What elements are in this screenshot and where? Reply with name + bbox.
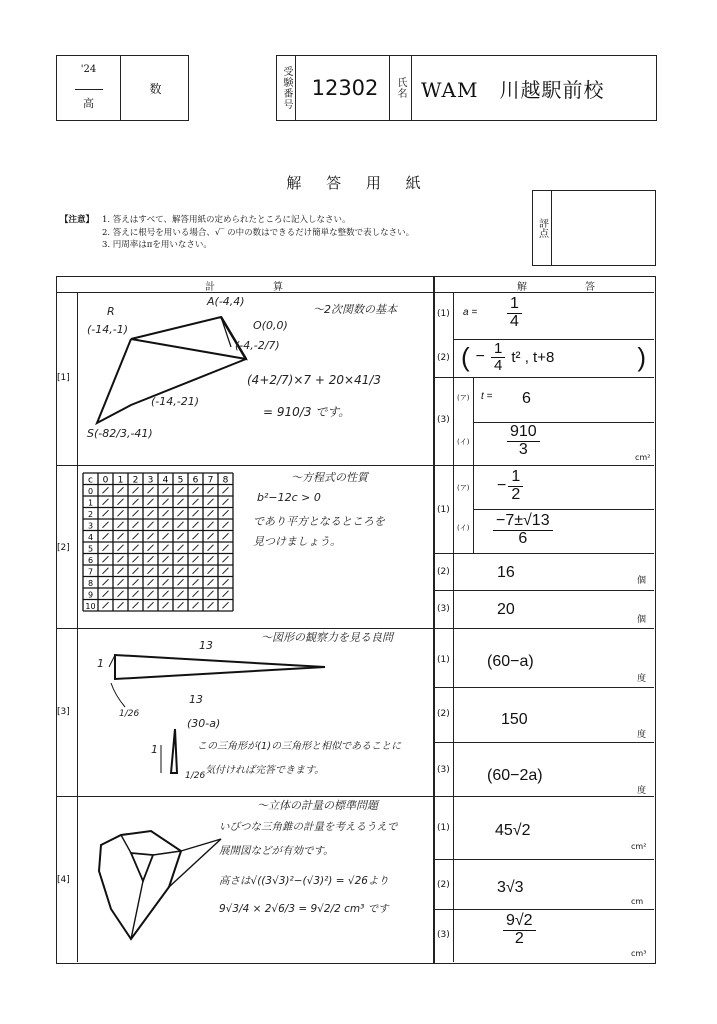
grid-mark	[118, 602, 124, 608]
grid-mark	[118, 499, 124, 505]
grid-mark	[133, 591, 139, 597]
grid-header-label: 3	[147, 475, 154, 486]
grid-mark	[193, 487, 199, 493]
grid-mark	[208, 602, 214, 608]
note-item: 2. 答えに根号を用いる場合、√‾ の中の数はできるだけ簡単な整数で表しなさい。	[102, 227, 415, 238]
q4-hand-text-2: 展開図などが有効です。	[219, 845, 334, 857]
q1-p3b-label: (イ)	[457, 438, 470, 446]
q3-hand-label-1a: 1	[97, 657, 104, 670]
grid-mark	[178, 556, 184, 562]
q1-p2-answer: ( − $\frac{1}{4}$ t² , t+8 )	[461, 340, 647, 374]
grid-mark	[208, 568, 214, 574]
q3-hand-label-13a: 13	[199, 639, 213, 652]
q2-p1b-label: (イ)	[457, 524, 470, 532]
grid-mark	[133, 579, 139, 585]
grid-mark	[103, 533, 109, 539]
grid-mark	[223, 510, 229, 516]
work-column-header: 計 算	[205, 282, 307, 293]
grid-mark	[208, 591, 214, 597]
grid-mark	[118, 510, 124, 516]
grid-mark	[118, 591, 124, 597]
q1-p1-label: (1)	[437, 309, 450, 319]
grid-mark	[103, 556, 109, 562]
q3-hand-text-2: 気付ければ完答できます。	[205, 765, 325, 776]
q4-hand-note: 〜立体の計量の標準問題	[257, 799, 378, 812]
grid-mark	[193, 568, 199, 574]
grid-mark	[148, 499, 154, 505]
grid-header-label: 6	[192, 475, 199, 486]
grid-row-label: 8	[87, 579, 94, 588]
grid-mark	[163, 602, 169, 608]
q4-p3-label: (3)	[437, 930, 450, 940]
q3-p2-answer: 150	[501, 711, 528, 728]
grid-mark	[193, 602, 199, 608]
q1-point-o: O(0,0)	[253, 319, 288, 332]
answer-table	[56, 276, 656, 964]
q2-p1a-answer: − $\frac{1}{2}$	[497, 469, 523, 504]
grid-row-label: 4	[87, 533, 94, 542]
grid-mark	[208, 545, 214, 551]
score-box	[532, 190, 656, 266]
grid-row-label: 2	[87, 510, 94, 519]
q2-p3-label: (3)	[437, 604, 450, 614]
school-name: WAM 川越駅前校	[421, 77, 605, 102]
q2-hand-text-2: であり平方となるところを	[253, 515, 385, 528]
q1-p2-label: (2)	[437, 353, 450, 363]
grid-mark	[178, 510, 184, 516]
q3-hand-note: 〜図形の観察力を見る良問	[261, 631, 393, 644]
year-label: '24	[80, 64, 97, 75]
q2-label: [2]	[57, 543, 70, 553]
grid-mark	[103, 522, 109, 528]
grid-mark	[208, 533, 214, 539]
grid-mark	[133, 522, 139, 528]
grid-mark	[208, 487, 214, 493]
grid-mark	[193, 499, 199, 505]
q4-sketch	[81, 799, 231, 949]
grid-row-label: 5	[87, 544, 94, 554]
q1-p1-answer: $\frac{1}{4}$	[507, 296, 522, 331]
grid-mark	[163, 499, 169, 505]
q4-p1-label: (1)	[437, 823, 450, 833]
grid-mark	[178, 545, 184, 551]
q1-point-low: (-14,-21)	[151, 395, 200, 408]
grid-mark	[178, 522, 184, 528]
grid-mark	[223, 602, 229, 608]
q2-hand-text-1: b²−12c > 0	[257, 491, 321, 504]
q4-p2-answer: 3√3	[497, 879, 524, 896]
grid-mark	[223, 545, 229, 551]
grid-mark	[103, 499, 109, 505]
grid-mark	[103, 510, 109, 516]
grid-mark	[163, 591, 169, 597]
grid-mark	[193, 556, 199, 562]
grid-row-label: 0	[87, 487, 94, 496]
grid-mark	[118, 579, 124, 585]
q4-p2-label: (2)	[437, 880, 450, 890]
q3-p2-unit: 度	[637, 730, 647, 740]
grid-mark	[148, 556, 154, 562]
q2-hand-text-3: 見つけましょう。	[253, 535, 341, 548]
grid-row-label: 6	[87, 556, 94, 565]
q1-label: [1]	[57, 373, 70, 383]
q4-hand-text-1: いびつな三角錐の計量を考えるうえで	[219, 821, 398, 833]
q2-p3-answer: 20	[497, 601, 515, 618]
q4-label: [4]	[57, 875, 70, 885]
grid-mark	[118, 556, 124, 562]
q2-p1a-label: (ア)	[457, 484, 470, 492]
grid-mark	[163, 556, 169, 562]
q3-hand-text-1: この三角形が(1)の三角形と相似であることに	[197, 741, 402, 752]
grid-mark	[178, 579, 184, 585]
q3-hand-label-frac-a: 1/26	[119, 709, 140, 719]
grid-mark	[103, 568, 109, 574]
q2-p1b-answer: $\frac{-7\pm√13}{6}$	[493, 513, 553, 548]
q3-p1-unit: 度	[637, 674, 647, 684]
q1-point-a: A(-4,4)	[207, 295, 245, 308]
grid-mark	[148, 602, 154, 608]
q1-p3a-answer: 6	[522, 390, 531, 407]
id-label: 受験番号	[281, 66, 292, 110]
grid-header-label: 8	[222, 475, 229, 486]
grid-mark	[193, 545, 199, 551]
grid-mark	[148, 510, 154, 516]
grid-mark	[193, 510, 199, 516]
q3-p1-label: (1)	[437, 655, 450, 665]
q1-point-mid: (-4,-2/7)	[235, 339, 280, 352]
q1-p1-prefix: a =	[463, 307, 478, 318]
grid-mark	[163, 510, 169, 516]
grid-mark	[133, 568, 139, 574]
grid-mark	[193, 579, 199, 585]
q1-p3a-label: (ア)	[457, 394, 470, 402]
grid-mark	[118, 533, 124, 539]
grid-mark	[148, 487, 154, 493]
q3-hand-label-13b: 13	[189, 693, 203, 706]
q4-p1-unit: cm²	[631, 842, 647, 851]
grid-row-label: 1	[87, 498, 94, 508]
grid-mark	[133, 602, 139, 608]
candidate-box	[276, 55, 657, 121]
q4-p3-answer: $\frac{9√2}{2}$	[503, 913, 536, 948]
score-label: 評点	[533, 191, 552, 265]
notes	[60, 214, 414, 252]
q3-hand-label-frac-b: 1/26	[185, 771, 206, 781]
sheet-title: 解 答 用 紙	[286, 174, 431, 192]
q3-hand-label-1b: 1	[151, 743, 158, 756]
grid-mark	[148, 522, 154, 528]
grid-row-label: 10	[85, 602, 96, 611]
q2-p3-unit: 個	[637, 615, 647, 625]
grid-mark	[163, 487, 169, 493]
subject-label: 数	[149, 81, 162, 96]
q1-p3b-answer: $\frac{910}{3}$	[507, 424, 540, 459]
q2-p2-unit: 個	[637, 576, 647, 586]
note-item: 1. 答えはすべて、解答用紙の定められたところに記入しなさい。	[102, 215, 351, 225]
grid-mark	[133, 487, 139, 493]
q1-p3-label: (3)	[437, 415, 450, 425]
q2-grid	[81, 471, 251, 611]
notes-tag: 【注意】	[60, 215, 95, 225]
grid-mark	[133, 556, 139, 562]
grid-mark	[223, 533, 229, 539]
grid-mark	[118, 522, 124, 528]
grid-mark	[208, 499, 214, 505]
grid-mark	[223, 487, 229, 493]
q3-p3-answer: (60−2a)	[487, 767, 543, 784]
grid-header-label: 5	[177, 475, 184, 486]
q4-p3-unit: cm³	[631, 949, 647, 958]
grid-mark	[178, 591, 184, 597]
grid-mark	[178, 499, 184, 505]
q1-p3b-unit: cm²	[635, 453, 651, 462]
q3-hand-label-angle: (30-a)	[187, 717, 221, 730]
grid-mark	[133, 499, 139, 505]
q4-hand-text-3: 高さは√((3√3)²−(√3)²) = √26より	[219, 875, 389, 887]
grid-header-label: 0	[102, 475, 109, 486]
grid-mark	[133, 533, 139, 539]
grid-mark	[103, 545, 109, 551]
q4-p1-answer: 45√2	[495, 822, 531, 839]
grid-mark	[223, 556, 229, 562]
grid-mark	[178, 568, 184, 574]
grid-header-label: 4	[162, 475, 169, 486]
grid-mark	[178, 602, 184, 608]
grid-mark	[148, 591, 154, 597]
grid-mark	[208, 522, 214, 528]
grid-row-label: 9	[87, 590, 94, 600]
grid-mark	[163, 522, 169, 528]
grid-mark	[163, 545, 169, 551]
grid-mark	[193, 591, 199, 597]
grid-mark	[193, 533, 199, 539]
q4-hand-text-4: 9√3/4 × 2√6/3 = 9√2/2 cm³ です	[219, 903, 389, 915]
grid-mark	[193, 522, 199, 528]
q3-p2-label: (2)	[437, 709, 450, 719]
grid-mark	[103, 602, 109, 608]
grid-mark	[118, 568, 124, 574]
grid-mark	[118, 487, 124, 493]
grid-mark	[208, 556, 214, 562]
grid-row-label: 7	[87, 567, 94, 577]
grid-mark	[148, 545, 154, 551]
grid-mark	[148, 579, 154, 585]
q3-p3-unit: 度	[637, 786, 647, 796]
grid-mark	[148, 533, 154, 539]
grid-mark	[133, 510, 139, 516]
grid-header-label: c	[88, 475, 93, 486]
name-label: 氏名	[395, 77, 406, 99]
q1-point-r: R	[107, 305, 115, 318]
grid-mark	[163, 579, 169, 585]
note-item: 3. 円周率はπを用いなさい。	[102, 240, 212, 250]
q1-hand-note: 〜2次関数の基本	[313, 303, 397, 316]
q3-p3-label: (3)	[437, 765, 450, 775]
grid-mark	[223, 579, 229, 585]
grid-mark	[208, 579, 214, 585]
grid-mark	[208, 510, 214, 516]
grid-mark	[223, 568, 229, 574]
grid-header-label: 1	[117, 475, 124, 486]
q2-p1-label: (1)	[437, 505, 450, 515]
grade-box	[56, 55, 189, 121]
grid-mark	[163, 533, 169, 539]
q1-hand-calc-2: = 910/3 です。	[263, 405, 351, 419]
q1-hand-calc-1: (4+2/7)×7 + 20×41/3	[247, 373, 382, 387]
grid-mark	[103, 579, 109, 585]
q2-p2-answer: 16	[497, 564, 515, 581]
q3-label: [3]	[57, 707, 70, 717]
grid-mark	[223, 522, 229, 528]
q1-point-s: S(-82/3,-41)	[87, 427, 153, 440]
grid-mark	[148, 568, 154, 574]
grid-mark	[223, 591, 229, 597]
grid-mark	[178, 533, 184, 539]
id-number: 12302	[311, 76, 379, 100]
q1-point-r-coord: (-14,-1)	[87, 323, 129, 336]
grid-mark	[163, 568, 169, 574]
grid-mark	[103, 591, 109, 597]
q1-p3a-prefix: t =	[481, 391, 493, 402]
q3-p1-answer: (60−a)	[487, 653, 534, 670]
grid-mark	[133, 545, 139, 551]
q2-p2-label: (2)	[437, 567, 450, 577]
grid-mark	[178, 487, 184, 493]
grid-mark	[223, 499, 229, 505]
grid-mark	[118, 545, 124, 551]
q2-hand-note: 〜方程式の性質	[291, 471, 368, 484]
grid-row-label: 3	[87, 521, 94, 531]
grid-mark	[103, 487, 109, 493]
answer-column-header: 解 答	[517, 282, 619, 293]
level-label: 高	[83, 97, 94, 110]
grid-header-label: 2	[132, 475, 139, 486]
grid-header-label: 7	[207, 475, 214, 486]
q4-p2-unit: cm	[631, 897, 644, 906]
